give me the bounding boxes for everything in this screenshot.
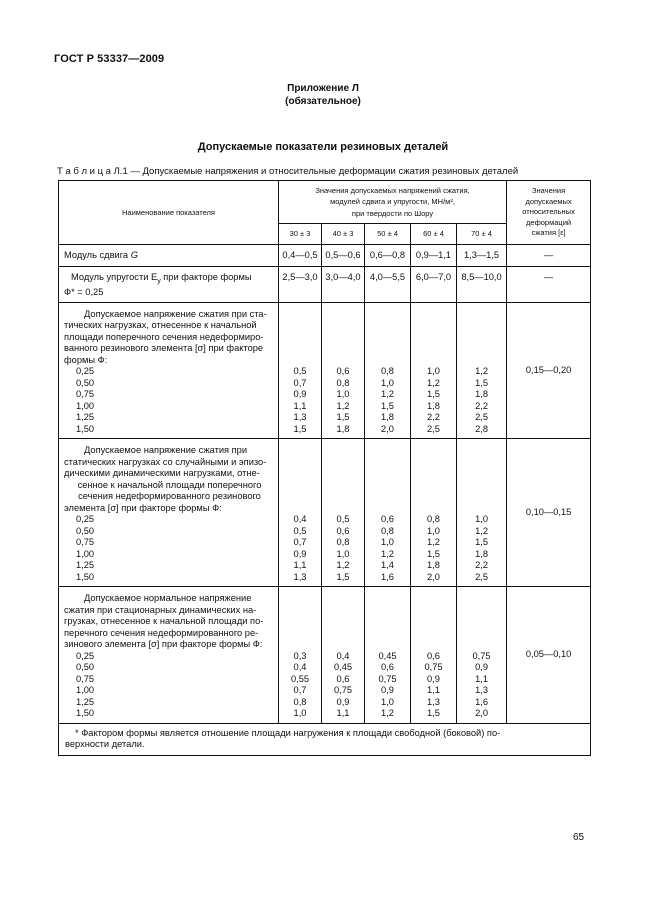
- value-cell: 2,2: [475, 400, 488, 411]
- value-cell: 0,9: [293, 389, 307, 400]
- value-cell: 0,6: [427, 650, 440, 661]
- row-label-symbol: G: [130, 249, 138, 260]
- value-column: [411, 302, 457, 439]
- footnote-cell: [59, 723, 591, 755]
- row-label-text: Модуль сдвига: [64, 249, 131, 260]
- deformation-cell: 0,05—0,10: [507, 587, 591, 724]
- value-cell: 8,5—10,0: [457, 267, 507, 303]
- desc-line: сечения недеформированного резинового: [78, 491, 261, 502]
- value-cell: 0,5: [293, 366, 307, 377]
- factor-value: 0,50: [76, 525, 95, 536]
- value-cell: 2,5: [427, 423, 440, 434]
- value-column: [279, 439, 322, 587]
- value-column: [411, 439, 457, 587]
- value-cell: 1,2: [336, 400, 350, 411]
- value-cell: 1,0: [336, 389, 350, 400]
- row-label-text: Ф* = 0,25: [64, 287, 104, 298]
- value-column: [322, 302, 365, 439]
- value-cell: 1,5: [336, 571, 350, 582]
- value-column: [279, 302, 322, 439]
- header-def-line: относительных: [522, 207, 575, 217]
- desc-line: тических нагрузках, отнесенное к начальной: [64, 320, 257, 331]
- factor-value: 1,00: [76, 685, 95, 696]
- value-cell: 2,5—3,0: [279, 267, 322, 303]
- value-column: [322, 439, 365, 587]
- factor-value: 1,00: [76, 548, 95, 559]
- value-cell: 1,8: [381, 412, 394, 423]
- footnote-row: [59, 723, 591, 755]
- value-cell: 1,8: [475, 548, 488, 559]
- footnote-line: * Фактором формы является отношение площади нагружения к площади свободной (боковой) по-: [75, 727, 501, 738]
- factor-value: 1,50: [76, 423, 95, 434]
- row-label: [59, 439, 279, 587]
- footnote-line: верхности детали.: [65, 739, 145, 750]
- desc-line: статических нагрузках со случайными и эпизо-: [64, 456, 267, 467]
- value-cell: 2,5: [475, 571, 488, 582]
- deformation-cell: 0,10—0,15: [507, 439, 591, 587]
- value-cell: 0,8: [427, 514, 440, 525]
- factor-value: 1,50: [76, 571, 95, 582]
- page-number: 65: [573, 832, 585, 843]
- table-row: [59, 245, 591, 267]
- value-cell: 0,6: [336, 525, 350, 536]
- value-cell: 0,4: [293, 514, 307, 525]
- value-cell: 1,0: [475, 514, 488, 525]
- value-column: [365, 587, 411, 724]
- deformation-cell: —: [507, 267, 591, 303]
- row-label-text: Модуль упругости E: [71, 272, 158, 282]
- hardness-cell: 30 ± 3: [279, 224, 322, 245]
- factor-value: 0,50: [76, 377, 95, 388]
- value-cell: 1,3: [427, 696, 440, 707]
- value-cell: 1,5: [475, 377, 488, 388]
- factor-value: 0,75: [76, 537, 95, 548]
- value-cell: 0,4—0,5: [279, 245, 322, 267]
- table-row: [59, 439, 591, 587]
- value-cell: 4,0—5,5: [365, 267, 411, 303]
- desc-line: Допускаемое нормальное напряжение: [84, 593, 252, 604]
- value-cell: 1,1: [427, 685, 440, 696]
- value-cell: 1,1: [336, 708, 350, 719]
- value-cell: 1,2: [427, 377, 440, 388]
- value-cell: 2,2: [475, 560, 488, 571]
- row-label-text: при факторе формы: [160, 272, 252, 282]
- value-column: [279, 587, 322, 724]
- value-column: [411, 587, 457, 724]
- value-cell: 1,8: [336, 423, 350, 434]
- value-cell: 0,6: [336, 366, 350, 377]
- value-cell: 0,7: [293, 537, 307, 548]
- factor-value: 1,00: [76, 400, 95, 411]
- value-cell: 1,2: [381, 389, 394, 400]
- stress-table: [58, 180, 591, 756]
- value-cell: 0,75: [424, 662, 443, 673]
- hardness-cell: 60 ± 4: [411, 224, 457, 245]
- value-cell: 0,8: [293, 696, 307, 707]
- section-title: Допускаемые показатели резиновых деталей: [197, 141, 449, 153]
- value-cell: 1,2: [475, 366, 488, 377]
- header-name: Наименование показателя: [122, 207, 215, 217]
- value-cell: 0,9: [336, 696, 350, 707]
- factor-value: 0,25: [76, 514, 95, 525]
- value-cell: 0,9: [427, 673, 440, 684]
- deformation-cell: —: [507, 245, 591, 267]
- value-cell: 1,0: [381, 537, 394, 548]
- header-values-line: модулей сдвига и упругости, МН/м²,: [330, 197, 455, 207]
- desc-line: перечного сечения недеформированного ре-: [64, 627, 259, 638]
- value-cell: 0,6—0,8: [365, 245, 411, 267]
- value-cell: 1,0: [381, 377, 394, 388]
- document-id: ГОСТ Р 53337—2009: [54, 53, 165, 65]
- value-cell: 1,2: [381, 708, 394, 719]
- value-cell: 0,6: [336, 673, 350, 684]
- value-cell: 1,6: [381, 571, 394, 582]
- row-label: [59, 587, 279, 724]
- value-cell: 1,0: [293, 708, 307, 719]
- value-cell: 1,8: [475, 389, 488, 400]
- desc-line: сенное к начальной площади поперечного: [77, 479, 262, 490]
- value-cell: 1,2: [475, 525, 488, 536]
- value-column: [457, 302, 507, 439]
- value-cell: 0,8: [336, 377, 350, 388]
- value-cell: 1,5: [475, 537, 488, 548]
- value-cell: 0,9: [381, 685, 394, 696]
- value-cell: 1,1: [475, 673, 488, 684]
- factor-value: 0,75: [76, 673, 95, 684]
- value-column: [457, 439, 507, 587]
- value-cell: 3,0—4,0: [322, 267, 365, 303]
- header-values-line: при твердости по Шору: [351, 208, 434, 218]
- value-cell: 0,75: [472, 650, 491, 661]
- value-cell: 0,75: [333, 685, 353, 696]
- deformation-cell: 0,15—0,20: [507, 302, 591, 439]
- value-cell: 0,4: [293, 662, 307, 673]
- table-row: [59, 302, 591, 439]
- header-name-cell: [59, 181, 279, 245]
- value-cell: 0,9: [293, 548, 307, 559]
- value-cell: 0,4: [336, 650, 350, 661]
- value-cell: 1,1: [293, 560, 307, 571]
- value-cell: 0,8: [336, 537, 350, 548]
- value-cell: 1,0: [336, 548, 350, 559]
- factor-value: 0,50: [76, 662, 95, 673]
- value-cell: 1,0: [427, 525, 440, 536]
- desc-line: грузках, отнесенное к начальной площади по-: [64, 616, 264, 627]
- value-cell: 0,9—1,1: [411, 245, 457, 267]
- value-cell: 0,55: [290, 673, 310, 684]
- value-cell: 1,3: [475, 685, 488, 696]
- appendix-status: (обязательное): [285, 96, 361, 107]
- row-label-sub: y: [157, 277, 161, 285]
- value-cell: 1,5: [381, 400, 394, 411]
- value-cell: 0,5—0,6: [322, 245, 365, 267]
- header-values-line: Значения допускаемых напряжений сжатия,: [315, 185, 470, 195]
- desc-line: дическими динамическими нагрузками, отне-: [64, 468, 260, 479]
- value-cell: 1,3: [293, 571, 307, 582]
- value-cell: 0,8: [381, 366, 394, 377]
- value-cell: 0,45: [378, 650, 397, 661]
- desc-line: Допускаемое напряжение сжатия при: [84, 445, 248, 456]
- value-cell: 1,2: [427, 537, 440, 548]
- table-row: [59, 587, 591, 724]
- desc-line: сжатия при стационарных динамических на-: [64, 604, 257, 615]
- value-cell: 1,6: [475, 696, 488, 707]
- factor-value: 1,50: [76, 708, 95, 719]
- table-header-row: [59, 181, 591, 224]
- desc-line: элемента [σ] при факторе формы Ф:: [64, 502, 222, 513]
- table-row: [59, 267, 591, 303]
- value-cell: 1,5: [427, 548, 440, 559]
- desc-line: формы Ф:: [64, 354, 108, 365]
- desc-line: площади поперечного сечения недеформиро-: [64, 331, 264, 342]
- value-cell: 0,45: [333, 662, 353, 673]
- value-cell: 0,6: [381, 662, 394, 673]
- value-cell: 2,0: [381, 423, 394, 434]
- value-cell: 2,5: [475, 412, 488, 423]
- value-cell: 0,5: [336, 514, 350, 525]
- value-cell: 1,0: [427, 366, 440, 377]
- value-cell: 2,0: [427, 571, 440, 582]
- desc-line: Допускаемое напряжение сжатия при ста-: [84, 308, 267, 319]
- appendix-title: Приложение Л: [287, 83, 359, 94]
- table-caption: Т а б л и ц а Л.1 — Допускаемые напряжения и относительные деформации сжатия резиновых деталей: [57, 166, 519, 177]
- factor-value: 1,25: [76, 412, 95, 423]
- value-cell: 1,2: [336, 560, 350, 571]
- value-cell: 0,7: [293, 685, 307, 696]
- desc-line: ванного резинового элемента [σ] при факторе: [64, 343, 264, 354]
- value-cell: 0,75: [378, 673, 397, 684]
- value-cell: 0,3: [293, 650, 307, 661]
- value-column: [365, 302, 411, 439]
- row-label: [59, 245, 279, 267]
- value-cell: 1,5: [336, 412, 350, 423]
- value-cell: 2,0: [475, 708, 488, 719]
- value-cell: 0,9: [475, 662, 488, 673]
- value-cell: 1,5: [427, 708, 440, 719]
- value-cell: 6,0—7,0: [411, 267, 457, 303]
- value-cell: 1,1: [293, 400, 307, 411]
- row-label: [59, 302, 279, 439]
- header-values-cell: [279, 181, 507, 224]
- value-cell: 0,7: [293, 377, 307, 388]
- value-cell: 2,8: [475, 423, 488, 434]
- value-cell: 1,5: [293, 423, 307, 434]
- hardness-cell: 70 ± 4: [457, 224, 507, 245]
- factor-value: 0,75: [76, 389, 95, 400]
- header-def-line: сжатия [ε]: [531, 228, 566, 238]
- factor-value: 0,25: [76, 366, 95, 377]
- hardness-cell: 40 ± 3: [322, 224, 365, 245]
- value-cell: 1,0: [381, 696, 394, 707]
- value-cell: 0,5: [293, 525, 307, 536]
- factor-value: 1,25: [76, 560, 95, 571]
- value-cell: 0,8: [381, 525, 394, 536]
- header-def-line: Значения: [531, 186, 566, 196]
- factor-value: 1,25: [76, 696, 95, 707]
- header-deformation-cell: [507, 181, 591, 245]
- value-cell: 1,8: [427, 560, 440, 571]
- row-label: [59, 267, 279, 303]
- value-column: [457, 587, 507, 724]
- value-column: [365, 439, 411, 587]
- header-def-line: деформаций: [526, 217, 572, 227]
- factor-value: 0,25: [76, 650, 95, 661]
- desc-line: зинового элемента [σ] при факторе формы Ф:: [64, 639, 263, 650]
- value-cell: 0,6: [381, 514, 394, 525]
- value-cell: 1,4: [381, 560, 394, 571]
- value-cell: 2,2: [427, 412, 440, 423]
- value-cell: 1,5: [427, 389, 440, 400]
- hardness-cell: 50 ± 4: [365, 224, 411, 245]
- value-cell: 1,3: [293, 412, 307, 423]
- value-cell: 1,8: [427, 400, 440, 411]
- value-column: [322, 587, 365, 724]
- value-cell: 1,2: [381, 548, 394, 559]
- header-def-line: допускаемых: [525, 196, 572, 206]
- value-cell: 1,3—1,5: [457, 245, 507, 267]
